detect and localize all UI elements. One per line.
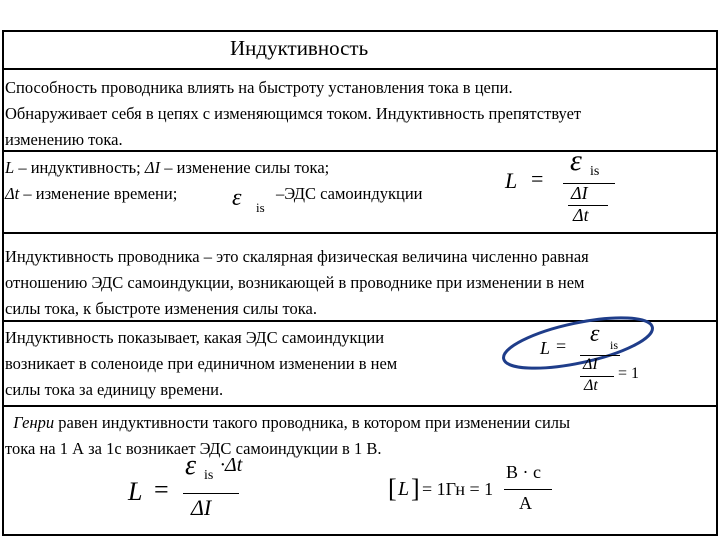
f1-sub: is — [590, 164, 600, 179]
f2-sub: is — [610, 338, 619, 352]
f2-lhs: L — [540, 338, 551, 358]
f3-equals: = — [154, 475, 169, 504]
divider-4 — [2, 405, 718, 407]
f3-emf: ε — [185, 450, 197, 481]
henry-rest: равен индуктивности такого проводника, в котором при изменении силы — [54, 413, 571, 432]
f4-numerator: В · с — [506, 462, 541, 482]
scalar-line-3: силы тока, к быстроте изменения силы тока. — [5, 299, 317, 318]
dt-description: – изменение времени; — [19, 184, 178, 203]
f4-bar — [504, 489, 552, 490]
f1-emf: ε — [570, 144, 582, 177]
f2-di: ΔI — [583, 356, 598, 373]
henry-line-2: тока на 1 А за 1с возникает ЭДС самоиндукции в 1 В. — [5, 439, 382, 458]
right-border — [716, 30, 718, 536]
f4-value: = 1Гн = 1 — [422, 479, 494, 499]
emf-symbol: ε — [232, 185, 242, 211]
scalar-line-1: Индуктивность проводника – это скалярная физическая величина численно равная — [5, 247, 589, 266]
f4-left-bracket: [ — [388, 474, 397, 503]
scalar-line-2: отношению ЭДС самоиндукции, возникающей в проводнике при изменении в нем — [5, 273, 585, 292]
di-symbol: ΔI — [144, 158, 161, 177]
shows-line-3: силы тока за единицу времени. — [5, 380, 224, 399]
di-description: – изменение силы тока; — [160, 158, 330, 177]
f1-di: ΔI — [571, 183, 588, 203]
divider-2 — [2, 232, 718, 234]
f1-lhs: L — [505, 168, 518, 193]
henry-term: Генри — [13, 413, 55, 432]
definition-line-1: Способность проводника влиять на быстроту установления тока в цепи. — [5, 78, 513, 97]
f3-dt: ·Δt — [220, 454, 243, 476]
legend-line-1 — [5, 155, 329, 181]
f4-denominator: А — [519, 493, 532, 513]
title-divider — [2, 68, 718, 70]
f3-di: ΔI — [191, 495, 212, 520]
emf-description: –ЭДС самоиндукции — [276, 184, 423, 203]
f1-dt: Δt — [573, 205, 589, 225]
shows-line-1: Индуктивность показывает, какая ЭДС самоиндукции — [5, 328, 385, 347]
l-symbol: L — [5, 158, 15, 177]
left-border — [2, 30, 4, 536]
f2-dt: Δt — [584, 377, 598, 394]
slide-title: Индуктивность — [230, 36, 369, 60]
l-description: – индуктивность; — [14, 158, 145, 177]
definition-line-3: изменению тока. — [5, 130, 123, 149]
f1-equals: = — [531, 166, 544, 191]
dt-symbol: Δt — [5, 184, 20, 203]
f2-equals: = — [556, 336, 567, 356]
legend-line-2 — [5, 181, 177, 207]
top-border — [2, 30, 718, 32]
shows-line-2: возникает в соленоиде при единичном изменении в нем — [5, 354, 398, 373]
f3-sub: is — [204, 468, 214, 483]
bottom-border — [2, 534, 718, 536]
f4-right-bracket: ] — [411, 474, 420, 503]
henry-line-1 — [5, 410, 570, 436]
f4-l: L — [398, 478, 410, 500]
f2-emf: ε — [590, 321, 600, 347]
f2-rhs: = 1 — [618, 365, 640, 382]
emf-subscript: is — [256, 200, 265, 215]
f3-lhs: L — [128, 477, 143, 506]
definition-line-2: Обнаруживает себя в цепях с изменяющимся током. Индуктивность препятствует — [5, 104, 582, 123]
